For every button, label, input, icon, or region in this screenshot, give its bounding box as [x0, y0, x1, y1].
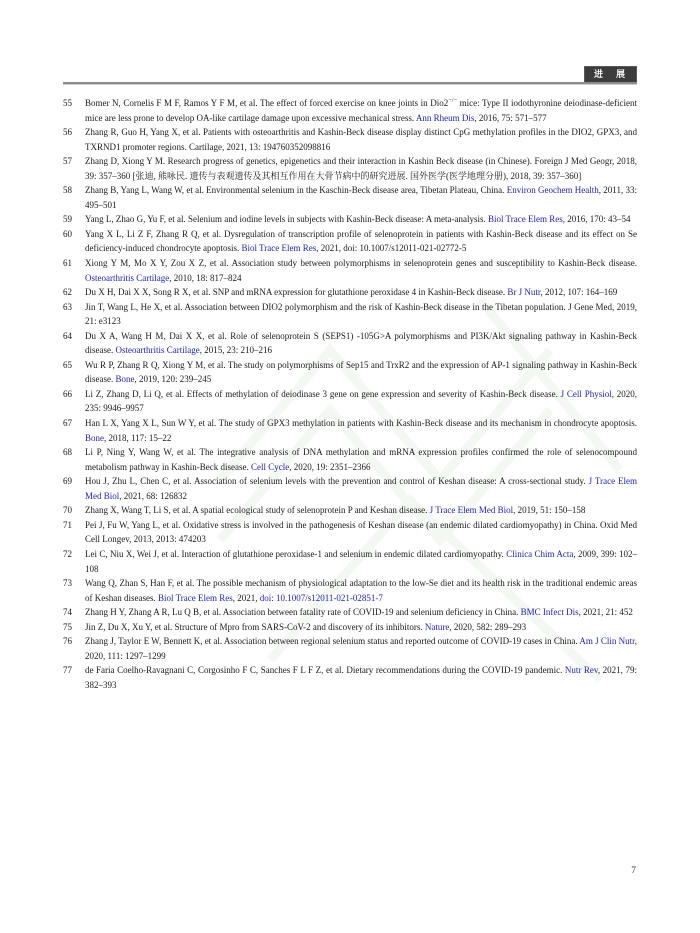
reference-text: , 2020, 235: 9946–9957	[85, 388, 637, 414]
reference-item	[63, 227, 637, 256]
reference-text: , 2021, doi: 10.1007/s12011-021-02772-5	[316, 243, 467, 254]
reference-text: , 2021, 21: 452	[578, 607, 633, 618]
superscript-text: −/−	[448, 97, 458, 104]
reference-text: , 2015, 23: 210–216	[199, 345, 272, 356]
journal-link[interactable]: doi: 10.1007/s12011-021-02851-7	[259, 592, 383, 603]
reference-text: Yang X L, Li Z F, Zhang R Q, et al. Dysregulation of transcription profile of selenoprotein in patients with Kashin-Beck disease and its effect on Se deficiency-induced chondrocyte apoptosis.	[85, 228, 637, 254]
journal-link[interactable]: Bone	[85, 432, 104, 443]
reference-text: , 2021, 79: 382–393	[85, 665, 637, 690]
reference-text: , 2016, 170: 43–54	[562, 214, 631, 225]
reference-text: Li Z, Zhang D, Li Q, et al. Effects of methylation of deiodinase 3 gene on gene expression and severity of Kashin-Beck disease.	[85, 388, 561, 399]
journal-link[interactable]: BMC Infect Dis	[520, 607, 579, 618]
journal-link[interactable]: Biol Trace Elem Res	[157, 592, 233, 603]
reference-item	[63, 285, 637, 300]
reference-text: , 2021,	[232, 592, 260, 603]
journal-link[interactable]: Biol Trace Elem Res	[487, 214, 563, 225]
reference-item	[63, 183, 637, 212]
reference-item	[63, 329, 637, 358]
reference-item	[63, 445, 637, 474]
reference-item	[63, 387, 637, 416]
journal-link[interactable]: Clinica Chim Acta	[506, 548, 574, 559]
reference-text: de Faria Coelho-Ravagnani C, Corgosinho F C, Sanches F L F Z, et al. Dietary recommendations during the COVID-19 pandemic.	[85, 665, 565, 676]
reference-number: 74	[63, 607, 72, 618]
reference-number: 71	[63, 519, 72, 530]
reference-text: , 2016, 75: 571–577	[474, 112, 547, 123]
journal-link[interactable]: Am J Clin Nutr	[579, 636, 635, 647]
reference-item	[63, 125, 637, 154]
journal-link[interactable]: Br J Nutr	[507, 287, 541, 298]
reference-number: 76	[63, 636, 72, 647]
journal-link[interactable]: Ann Rheum Dis	[415, 112, 475, 123]
reference-text: Zhang H Y, Zhang A R, Lu Q B, et al. Association between fatality rate of COVID-19 and selenium deficiency in China.	[85, 607, 521, 618]
reference-text: , 2020, 19: 2351–2366	[289, 461, 371, 472]
reference-text: , 2019, 51: 150–158	[513, 505, 586, 516]
reference-text: Zhang J, Taylor E W, Bennett K, et al. Association between regional selenium status and reported outcome of COVID-19 cases in China.	[85, 636, 580, 647]
reference-number: 57	[63, 156, 72, 167]
reference-item	[63, 576, 637, 605]
reference-text: Du X A, Wang H M, Dai X X, et al. Role of selenoprotein S (SEPS1) -105G>A polymorphisms and PI3K/Akt signaling pathway in Kashin-Beck disease.	[85, 330, 637, 356]
reference-number: 64	[63, 330, 72, 341]
reference-text: Du X H, Dai X X, Song R X, et al. SNP and mRNA expression for glutathione peroxidase 4 in Kashin-Beck disease.	[85, 287, 508, 298]
reference-number: 58	[63, 185, 72, 196]
reference-number: 75	[63, 621, 72, 632]
reference-number: 65	[63, 359, 72, 370]
reference-text: Jin Z, Du X, Xu Y, et al. Structure of Mpro from SARS-CoV-2 and discovery of its inhibitors.	[85, 621, 425, 632]
reference-number: 59	[63, 214, 72, 225]
reference-number: 68	[63, 447, 72, 458]
reference-text: Zhang D, Xiong Y M. Research progress of genetics, epigenetics and their interaction in Kashin Beck disease (in Chinese). Foreign J Med Geogr, 2018, 39: 357–360 [张迪, 熊咏民. 遗传与表观遗传及其相互作用在大骨节病中的研究进展. 国外医学(医学地理分册), 2018, 39: 357–360]	[85, 156, 637, 181]
reference-text: , 2012, 107: 164–169	[540, 287, 618, 298]
reference-number: 55	[63, 98, 72, 108]
reference-number: 60	[63, 228, 72, 239]
reference-item	[63, 474, 637, 503]
reference-item	[63, 620, 637, 635]
journal-link[interactable]: Bone	[115, 374, 135, 385]
reference-number: 56	[63, 127, 72, 138]
reference-text: , 2020, 582: 289–293	[449, 621, 527, 632]
reference-item	[63, 358, 637, 387]
journal-link[interactable]: Osteoarthritis Cartilage	[115, 345, 200, 356]
reference-text: , 2021, 68: 126832	[119, 490, 188, 501]
reference-item	[63, 663, 637, 692]
reference-text: , 2009, 399: 102–108	[85, 548, 637, 574]
reference-text: Wu R P, Zhang R Q, Xiong Y M, et al. The study on polymorphisms of Sep15 and TrxR2 and the expression of AP-1 signaling pathway in Kashin-Beck disease.	[85, 359, 637, 385]
reference-text: Li P, Ning Y, Wang W, et al. The integrative analysis of DNA methylation and mRNA expression profiles confirmed the role of selenocompound metabolism pathway in Kashin-Beck disease.	[85, 447, 637, 472]
reference-text: Bomer N, Cornelis F M F, Ramos Y F M, et al. The effect of forced exercise on knee joints in Dio2	[85, 98, 449, 108]
page-number: 7	[631, 866, 636, 876]
reference-text: Xiong Y M, Mo X Y, Zou X Z, et al. Association study between polymorphisms in selenoprotein genes and susceptibility to Kashin-Beck disease.	[85, 258, 637, 269]
reference-text: Zhang X, Wang T, Li S, et al. A spatial ecological study of selenoprotein P and Keshan disease.	[85, 505, 430, 516]
journal-link[interactable]: Nature	[424, 621, 450, 632]
reference-item	[63, 503, 637, 518]
reference-item	[63, 547, 637, 576]
reference-number: 77	[63, 665, 72, 676]
reference-text: , 2010, 18: 817–824	[169, 272, 242, 283]
reference-text: Yang L, Zhao G, Yu F, et al. Selenium and iodine levels in subjects with Kashin-Beck disease: A meta-analysis.	[85, 214, 488, 225]
reference-number: 67	[63, 418, 72, 429]
reference-number: 73	[63, 578, 72, 589]
reference-item	[63, 634, 637, 663]
journal-link[interactable]: J Trace Elem Med Biol	[85, 476, 637, 501]
journal-link[interactable]: J Trace Elem Med Biol	[429, 505, 514, 516]
reference-text: , 2011, 33: 495–501	[85, 185, 638, 210]
reference-text: , 2018, 117: 15–22	[104, 432, 172, 443]
journal-link[interactable]: Environ Geochem Health	[506, 185, 599, 196]
reference-number: 63	[63, 301, 72, 312]
journal-link[interactable]: Cell Cycle	[250, 461, 290, 472]
reference-item	[63, 300, 637, 329]
reference-item	[63, 518, 637, 547]
header-section-badge: 进 展	[584, 66, 637, 83]
reference-text: mice: Type II iodothyronine deiodinase-deficient mice are less prone to develop OA-like cartilage damage upon excessive mechanical stress.	[85, 98, 637, 123]
journal-link[interactable]: J Cell Physiol	[560, 388, 612, 399]
reference-text: , 2020, 111: 1297–1299	[85, 636, 638, 661]
reference-text: Wang Q, Zhan S, Han F, et al. The possible mechanism of physiological adaptation to the low-Se diet and its health risk in the traditional endemic areas of Keshan diseases.	[85, 578, 637, 603]
reference-list	[63, 96, 637, 692]
journal-link[interactable]: Nutr Rev	[564, 665, 598, 676]
reference-item	[63, 256, 637, 285]
reference-text: Zhang B, Yang L, Wang W, et al. Environmental selenium in the Kaschin-Beck disease area, Tibetan Plateau, China.	[85, 185, 507, 196]
reference-number: 69	[63, 476, 72, 487]
reference-item	[63, 605, 637, 620]
reference-text: Han L X, Yang X L, Sun W Y, et al. The study of GPX3 methylation in patients with Kashin-Beck disease and its mechanism in chondrocyte apoptosis.	[85, 418, 637, 429]
reference-text: Pei J, Fu W, Yang L, et al. Oxidative stress is involved in the pathogenesis of Keshan disease (an endemic dilated cardiomyopathy) in China. Oxid Med Cell Longev, 2013, 2013: 474203	[85, 519, 637, 545]
reference-number: 66	[63, 388, 72, 399]
reference-item	[63, 96, 637, 125]
reference-number: 70	[63, 505, 72, 516]
reference-item	[63, 416, 637, 445]
reference-text: Zhang R, Guo H, Yang X, et al. Patients with osteoarthritis and Kashin-Beck disease display distinct CpG methylation profiles in the DIO2, GPX3, and TXRND1 promoter regions. Cartilage, 2021, 13: 194760352098816	[85, 127, 637, 152]
journal-link[interactable]: Biol Trace Elem Res	[241, 243, 317, 254]
reference-text: Jin T, Wang L, He X, et al. Association between DIO2 polymorphism and the risk of Kashin-Beck disease in the Tibetan population. J Gene Med, 2019, 21: e3123	[85, 301, 637, 327]
reference-number: 61	[63, 258, 72, 269]
reference-text: Hou J, Zhu L, Chen C, et al. Association of selenium levels with the prevention and control of Keshan disease: A cross-sectional study.	[85, 476, 589, 487]
journal-link[interactable]: Osteoarthritis Cartilage	[85, 272, 170, 283]
header-rule	[63, 82, 637, 85]
reference-item	[63, 212, 637, 227]
reference-text: , 2019, 120: 239–245	[134, 374, 212, 385]
reference-text: Lei C, Niu X, Wei J, et al. Interaction of glutathione peroxidase-1 and selenium in endemic dilated cardiomyopathy.	[85, 548, 507, 559]
reference-number: 72	[63, 548, 72, 559]
reference-number: 62	[63, 287, 72, 298]
reference-item	[63, 154, 637, 183]
